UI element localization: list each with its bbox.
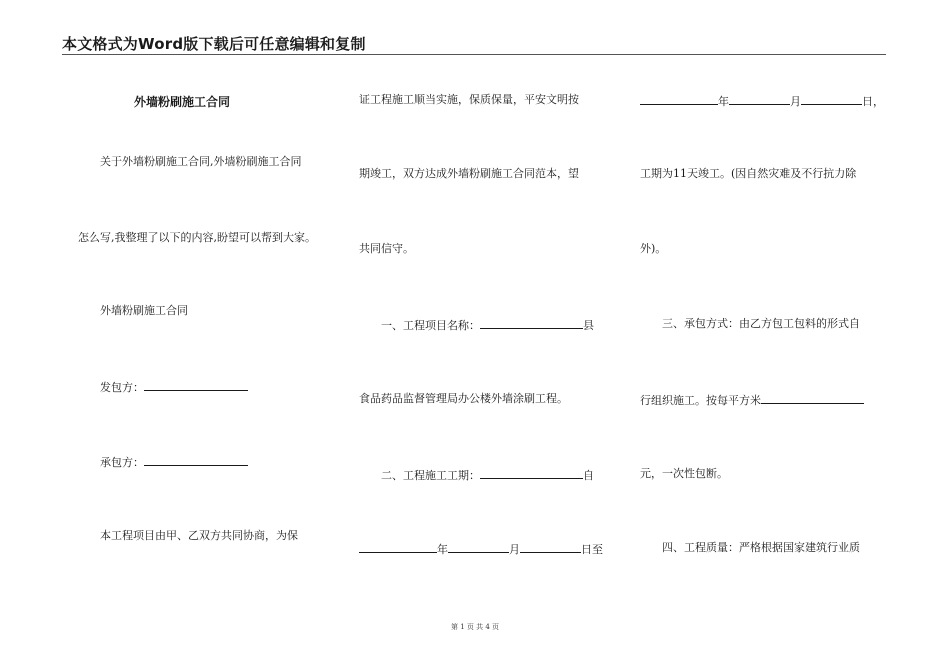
item-1-project-name [381,317,594,331]
item-2-suffix: 自 [583,469,594,482]
contract-subtitle: 外墙粉刷施工合同 [100,304,188,317]
header-divider [62,54,886,55]
party-b-blank [144,454,248,466]
force-majeure-line: 外)。 [640,242,667,255]
unit-price-label: 行组织施工。按每平方米 [640,394,761,407]
unit-price-blank [761,392,864,404]
start-year-label: 年 [437,543,448,556]
page-number: 第 1 页 共 4 页 [450,623,500,631]
start-day-label: 日至 [581,543,603,556]
intro-line-1: 关于外墙粉刷施工合同,外墙粉刷施工合同 [100,155,302,168]
body-line-3: 期竣工，双方达成外墙粉刷施工合同范本，望 [359,167,579,180]
intro-line-2: 怎么写,我整理了以下的内容,盼望可以帮到大家。 [78,231,316,244]
duration-days-line: 工期为11天竣工。(因自然灾难及不行抗力除 [640,167,857,180]
start-year-blank [359,541,437,553]
end-day-label: 日， [862,95,884,108]
end-year-label: 年 [718,95,729,108]
project-name-blank [480,317,583,329]
party-a-field [100,379,248,393]
item-4-quality: 四、工程质量：严格根据国家建筑行业质 [662,541,860,554]
body-line-4: 共同信守。 [359,242,414,255]
item-1-continuation: 食品药品监督管理局办公楼外墙涂刷工程。 [359,392,568,405]
body-line-1: 本工程项目由甲、乙双方共同协商，为保 [100,529,298,542]
party-b-label: 承包方： [100,456,144,469]
end-month-label: 月 [790,95,801,108]
item-1-suffix: 县 [583,319,594,332]
end-year-blank [640,93,718,105]
body-line-2: 证工程施工顺当实施，保质保量，平安文明按 [359,93,579,106]
lump-sum-line: 元，一次性包断。 [640,467,728,480]
start-date-line [359,541,603,555]
party-a-blank [144,379,248,391]
party-b-field [100,454,248,468]
start-month-label: 月 [509,543,520,556]
item-2-duration [381,467,594,481]
end-date-line [640,93,884,107]
party-a-label: 发包方： [100,381,144,394]
item-3-continuation [640,392,864,406]
item-2-label: 二、工程施工工期： [381,469,480,482]
item-3-contract-method: 三、承包方式：由乙方包工包料的形式自 [662,317,860,330]
document-header-title: 本文格式为Word版下载后可任意编辑和复制 [62,35,366,53]
contract-title: 外墙粉刷施工合同 [134,95,231,109]
end-day-blank [801,93,862,105]
start-day-blank [520,541,581,553]
start-month-blank [448,541,509,553]
end-month-blank [729,93,790,105]
item-1-label: 一、工程项目名称： [381,319,480,332]
duration-blank [480,467,583,479]
